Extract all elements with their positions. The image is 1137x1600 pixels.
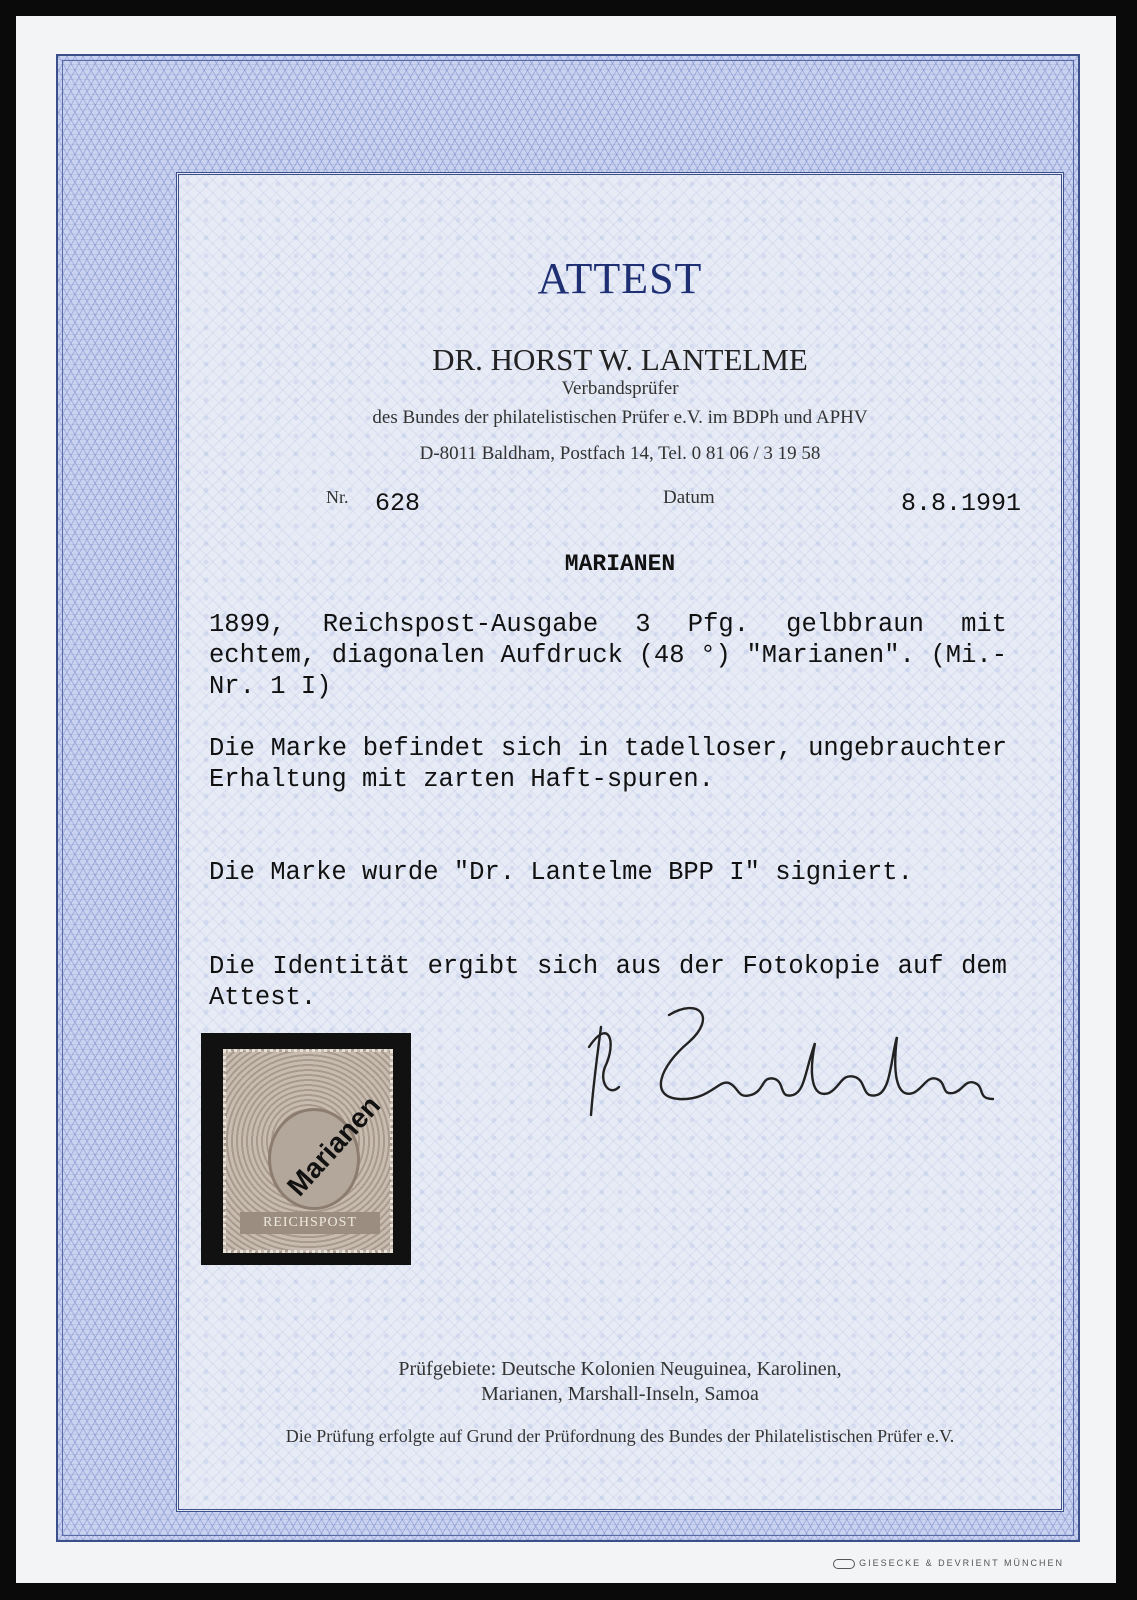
exam-rule-statement: Die Prüfung erfolgte auf Grund der Prüfordnung des Bundes der Philatelistischen Prüfer e.V. bbox=[285, 1426, 955, 1446]
stamp-image bbox=[223, 1049, 393, 1253]
printer-name: GIESECKE & DEVRIENT MÜNCHEN bbox=[859, 1558, 1064, 1568]
description-paragraph: 1899, Reichspost-Ausgabe 3 Pfg. gelbbraun mit echtem, diagonalen Aufdruck (48 °) "Marianen". (Mi.-Nr. 1 I) bbox=[209, 610, 1007, 701]
exam-areas-line-2: Marianen, Marshall-Inseln, Samoa bbox=[481, 1383, 759, 1405]
printer-imprint bbox=[833, 1558, 1064, 1569]
association-line: des Bundes der philatelistischen Prüfer e.V. im BDPh und APHV bbox=[372, 407, 868, 428]
certificate-date: 8.8.1991 bbox=[900, 489, 1021, 518]
nr-label: Nr. bbox=[326, 487, 349, 507]
stamp-legend: REICHSPOST bbox=[240, 1212, 380, 1234]
region-heading: MARIANEN bbox=[564, 551, 676, 577]
identity-paragraph: Die Identität ergibt sich aus der Fotokopie auf dem Attest. bbox=[209, 952, 1007, 1012]
guilloche-border bbox=[56, 54, 1080, 1542]
examiner-name: DR. HORST W. LANTELME bbox=[432, 342, 808, 377]
printer-logo-icon bbox=[833, 1559, 855, 1569]
signature-paragraph: Die Marke wurde "Dr. Lantelme BPP I" signiert. bbox=[209, 858, 913, 887]
stamp-numeral-oval bbox=[268, 1108, 360, 1210]
stamp-overprint: Marianen bbox=[280, 1089, 387, 1202]
examiner-role: Verbandsprüfer bbox=[561, 378, 679, 399]
exam-areas-line-1: Prüfgebiete: Deutsche Kolonien Neuguinea, Karolinen, bbox=[398, 1358, 842, 1380]
address-line: D-8011 Baldham, Postfach 14, Tel. 0 81 06 / 3 19 58 bbox=[419, 443, 821, 464]
condition-paragraph: Die Marke befindet sich in tadelloser, ungebrauchter Erhaltung mit zarten Haft-spuren. bbox=[209, 734, 1007, 794]
stamp-photo bbox=[201, 1033, 411, 1265]
handwritten-signature bbox=[579, 987, 999, 1127]
certificate-title: ATTEST bbox=[537, 254, 703, 303]
datum-label: Datum bbox=[663, 487, 715, 508]
certificate-body bbox=[176, 172, 1064, 1512]
certificate-paper bbox=[16, 16, 1116, 1583]
certificate-number: 628 bbox=[375, 489, 421, 518]
